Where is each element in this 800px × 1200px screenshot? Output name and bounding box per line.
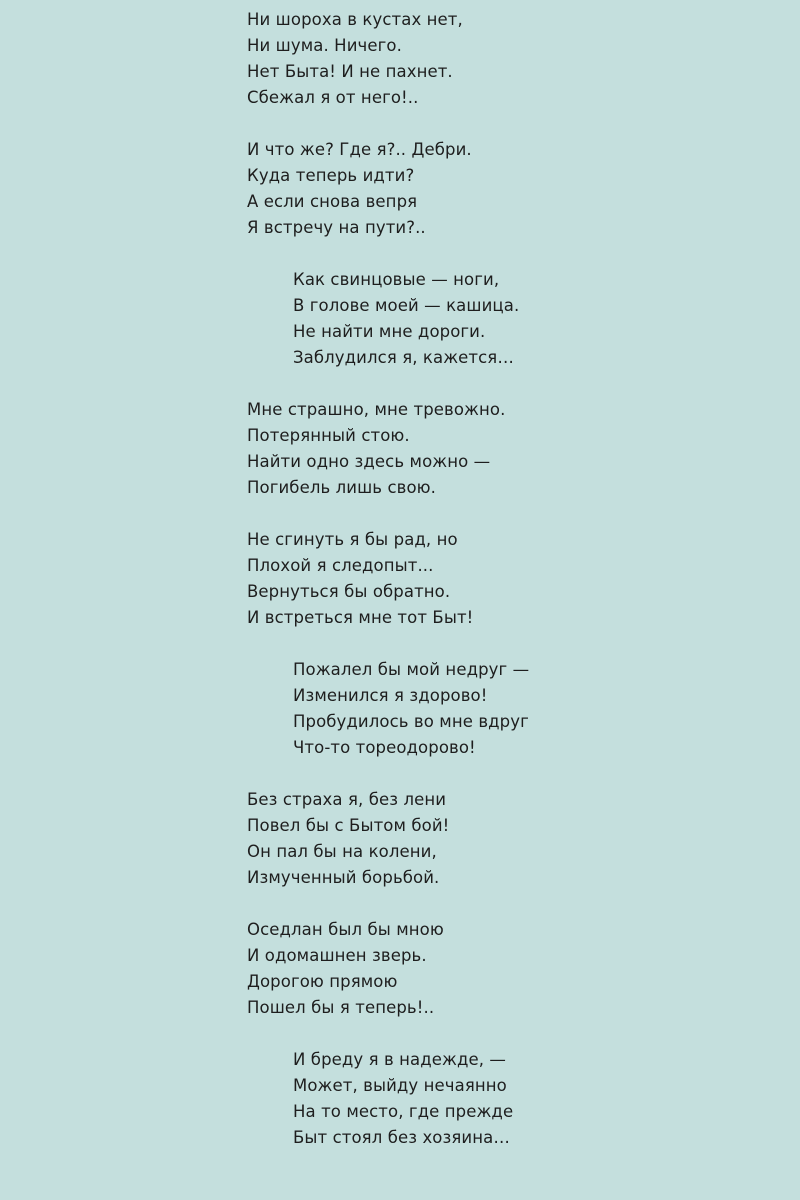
poem-line: Заблудился я, кажется… (293, 348, 514, 367)
poem-line: И встреться мне тот Быт! (247, 608, 474, 627)
poem-line: Пошел бы я теперь!.. (247, 998, 435, 1017)
poem-line: А если снова вепря (247, 192, 418, 211)
poem-line: Нет Быта! И не пахнет. (247, 62, 453, 81)
stanza-4 (247, 397, 787, 501)
poem-line: Погибель лишь свою. (247, 478, 436, 497)
poem-line: Оседлан был бы мною (247, 920, 444, 939)
poem-line: В голове моей — кашица. (293, 296, 520, 315)
poem-line: Не найти мне дороги. (293, 322, 486, 341)
poem-line: Не сгинуть я бы рад, но (247, 530, 458, 549)
stanza-6 (247, 657, 787, 761)
poem-line: Как свинцовые — ноги, (293, 270, 500, 289)
poem-line: Измученный борьбой. (247, 868, 440, 887)
poem-line: Сбежал я от него!.. (247, 88, 419, 107)
poem-line: Куда теперь идти? (247, 166, 415, 185)
poem-line: Изменился я здорово! (293, 686, 488, 705)
poem-line: Вернуться бы обратно. (247, 582, 451, 601)
poem-line: Потерянный стою. (247, 426, 410, 445)
poem (247, 7, 787, 1177)
poem-line: Он пал бы на колени, (247, 842, 437, 861)
stanza-1 (247, 7, 787, 111)
poem-line: И бреду я в надежде, — (293, 1050, 507, 1069)
poem-line: Что-то тореодорово! (293, 738, 476, 757)
stanza-3 (247, 267, 787, 371)
stanza-7 (247, 787, 787, 891)
stanza-2 (247, 137, 787, 241)
poem-line: И что же? Где я?.. Дебри. (247, 140, 472, 159)
poem-line: Ни шороха в кустах нет, (247, 10, 463, 29)
poem-line: Ни шума. Ничего. (247, 36, 402, 55)
poem-line: Мне страшно, мне тревожно. (247, 400, 506, 419)
poem-line: Пробудилось во мне вдруг (293, 712, 529, 731)
poem-line: Повел бы с Бытом бой! (247, 816, 450, 835)
poem-line: На то место, где прежде (293, 1102, 514, 1121)
poem-line: Может, выйду нечаянно (293, 1076, 507, 1095)
poem-line: Без страха я, без лени (247, 790, 447, 809)
poem-line: Быт стоял без хозяина… (293, 1128, 510, 1147)
poem-line: Плохой я следопыт... (247, 556, 434, 575)
poem-line: Найти одно здесь можно — (247, 452, 491, 471)
stanza-9 (247, 1047, 787, 1151)
stanza-5 (247, 527, 787, 631)
poem-line: Пожалел бы мой недруг — (293, 660, 530, 679)
poem-line: Дорогою прямою (247, 972, 398, 991)
stanza-8 (247, 917, 787, 1021)
poem-line: И одомашнен зверь. (247, 946, 427, 965)
poem-line: Я встречу на пути?.. (247, 218, 426, 237)
